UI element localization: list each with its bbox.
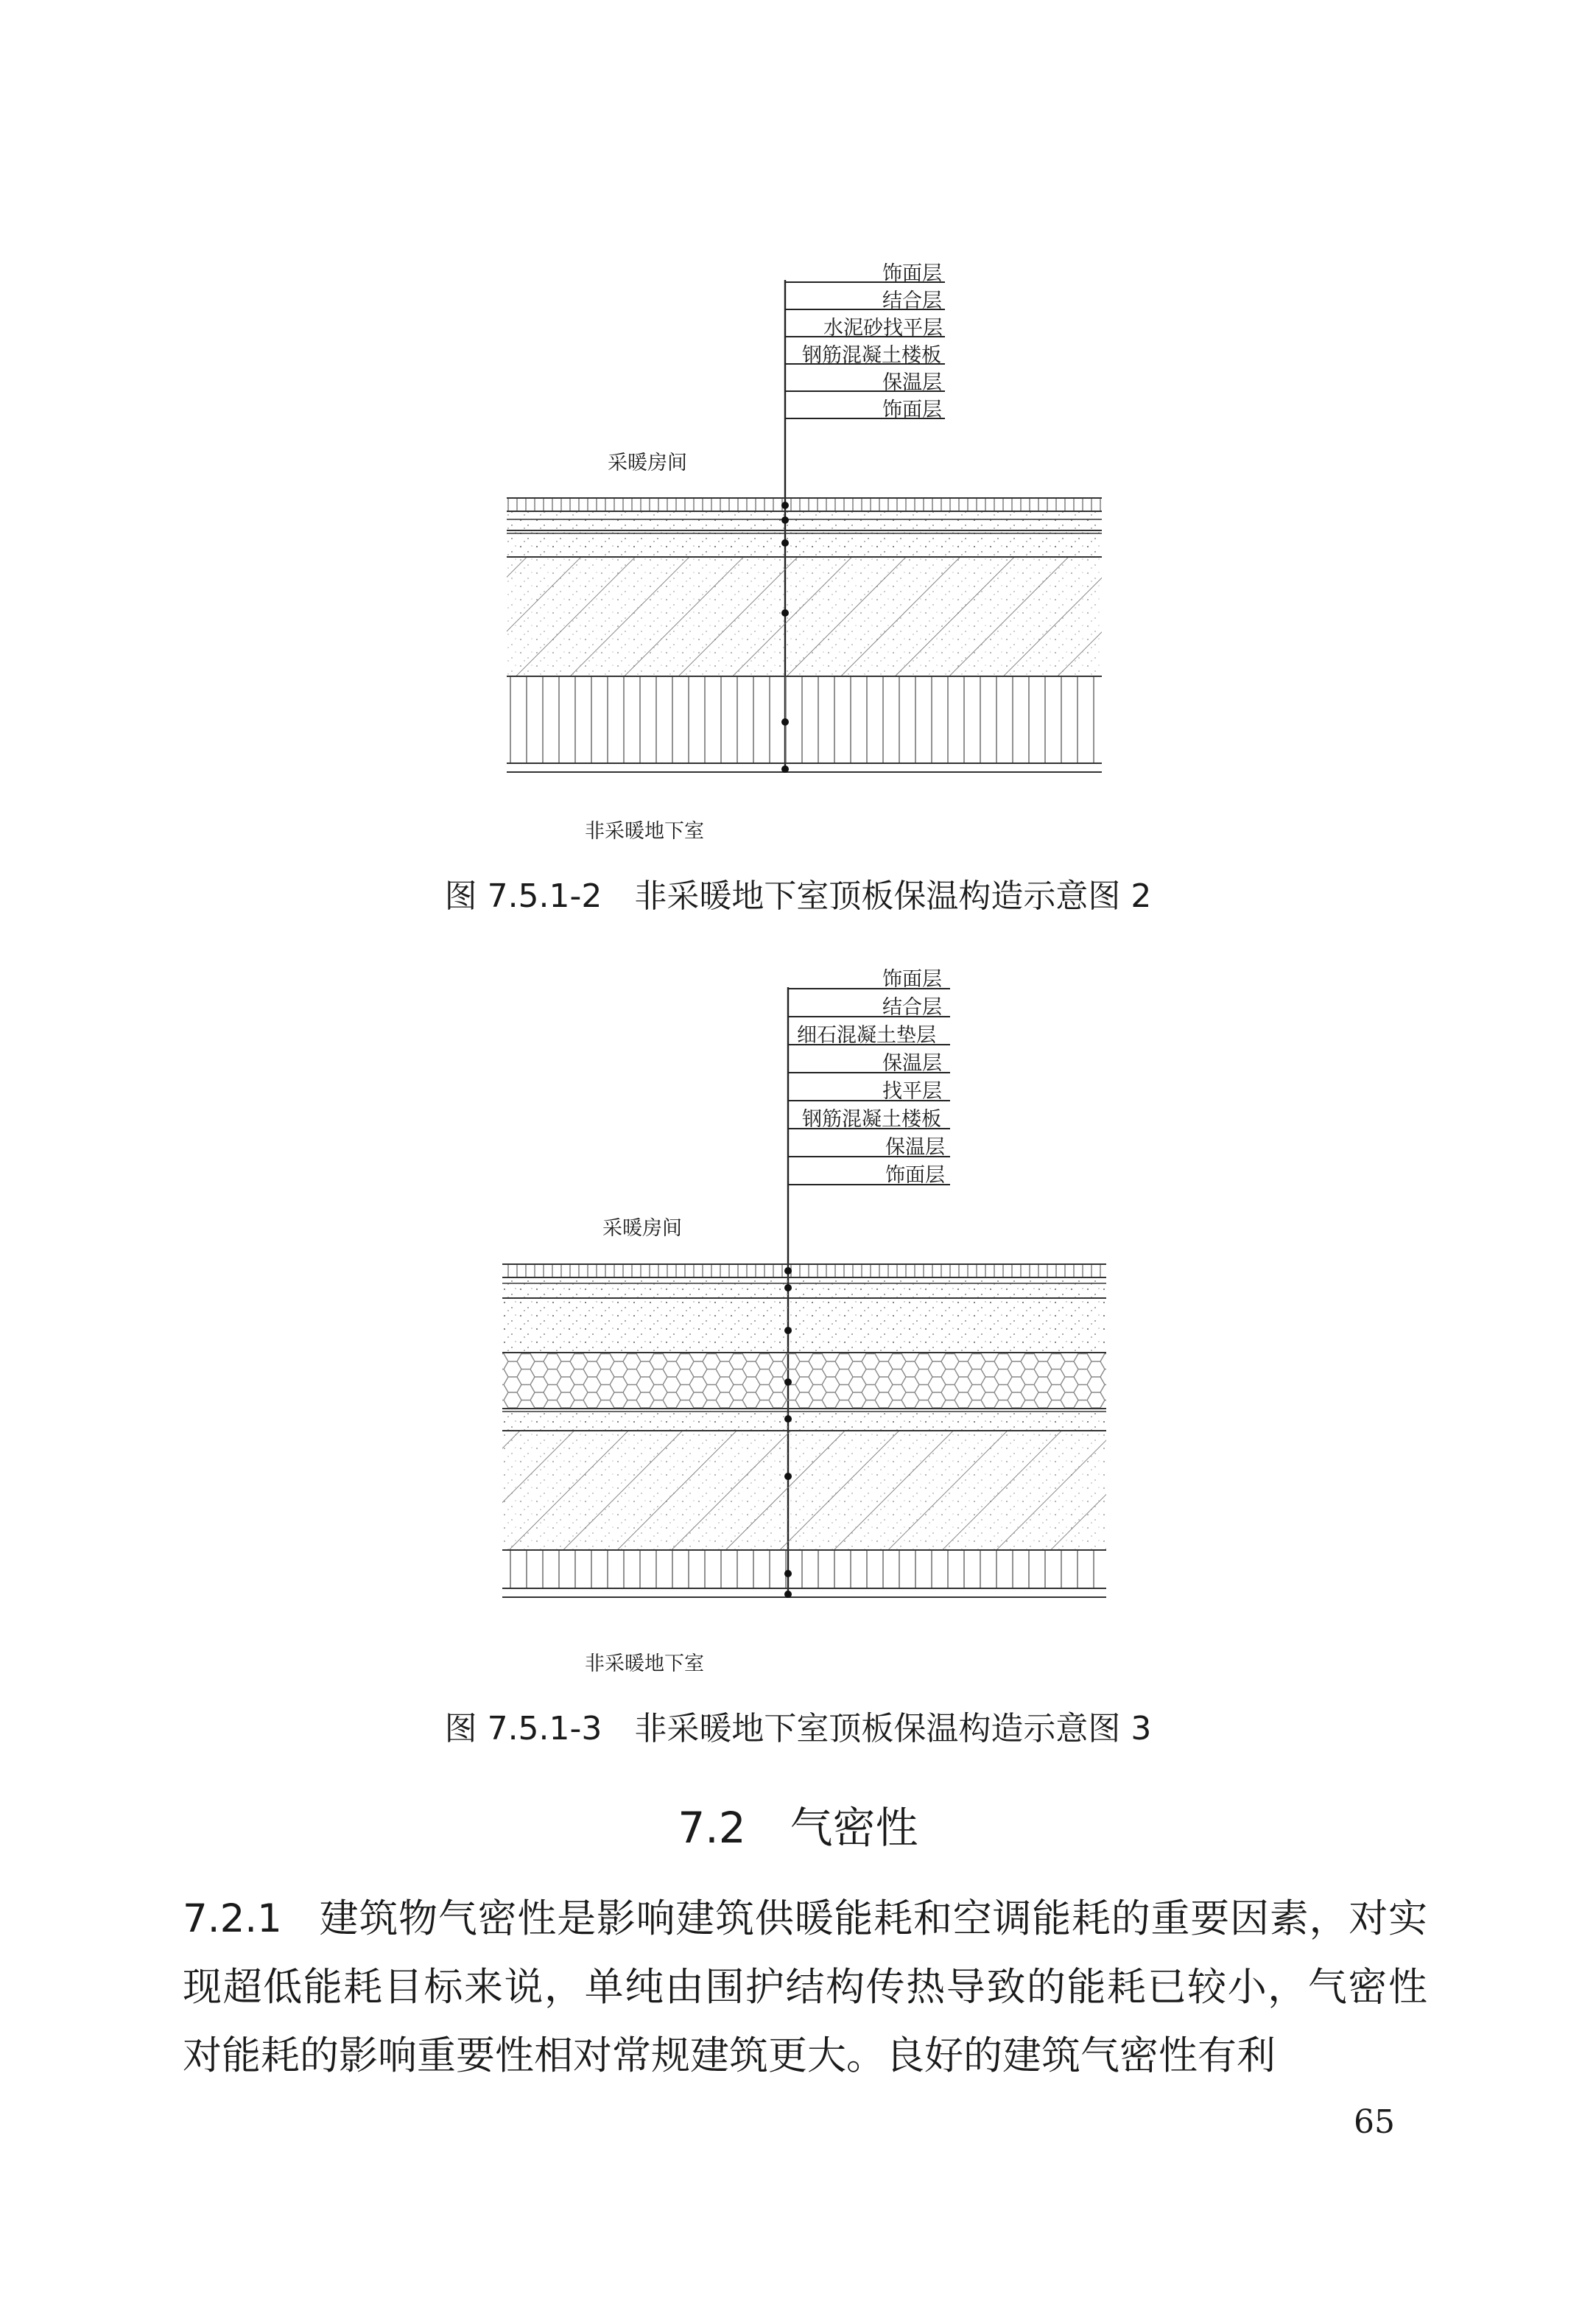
figure-2-layer-label: 找平层 xyxy=(882,1080,942,1103)
figure-2-bottom-room-label: 非采暖地下室 xyxy=(585,1652,704,1675)
figure-1-layer-label: 保温层 xyxy=(882,371,942,394)
figure-1-layer-label: 饰面层 xyxy=(882,262,942,285)
figure-1-layer-label: 结合层 xyxy=(882,290,942,312)
figure-2-layer-label: 细石混凝土垫层 xyxy=(797,1024,936,1047)
paragraph-text: 建筑物气密性是影响建筑供暖能耗和空调能耗的重要因素，对实现超低能耗目标来说，单纯由围护结构传热导致的能耗已较小，气密性对能耗的影响重要性相对常规建筑更大。良好的建筑气密性有利 xyxy=(183,1896,1427,2078)
figure-2-layer-label: 饰面层 xyxy=(882,968,942,991)
figure-1-bottom-room-label: 非采暖地下室 xyxy=(585,820,704,843)
section-number: 7.2 xyxy=(678,1803,746,1853)
figure-1-layer-label: 水泥砂找平层 xyxy=(823,317,943,340)
figure-1-layer-label: 饰面层 xyxy=(882,399,942,421)
section-heading xyxy=(0,1793,1596,1855)
figure-2-section xyxy=(502,987,1106,1598)
section-title-text: 气密性 xyxy=(790,1803,918,1853)
figure-2-caption: 图 7.5.1-3 非采暖地下室顶板保温构造示意图 3 xyxy=(444,1710,1152,1747)
clause-number: 7.2.1 xyxy=(183,1896,282,1941)
page-number: 65 xyxy=(1354,2103,1395,2141)
figure-2-layer-label: 保温层 xyxy=(882,1052,942,1075)
body-paragraph xyxy=(183,1884,1427,2090)
figure-2-layer-label: 饰面层 xyxy=(885,1164,945,1187)
figure-2-layer-label: 钢筋混凝土楼板 xyxy=(802,1108,941,1131)
figure-2-top-room-label: 采暖房间 xyxy=(602,1217,682,1240)
figure-1-layer-label: 钢筋混凝土楼板 xyxy=(802,344,941,367)
figure-2-layer-label: 保温层 xyxy=(885,1136,945,1159)
figure-1-top-room-label: 采暖房间 xyxy=(608,452,687,474)
figure-2-layer-label: 结合层 xyxy=(882,996,942,1019)
figure-1-caption: 图 7.5.1-2 非采暖地下室顶板保温构造示意图 2 xyxy=(444,877,1152,915)
